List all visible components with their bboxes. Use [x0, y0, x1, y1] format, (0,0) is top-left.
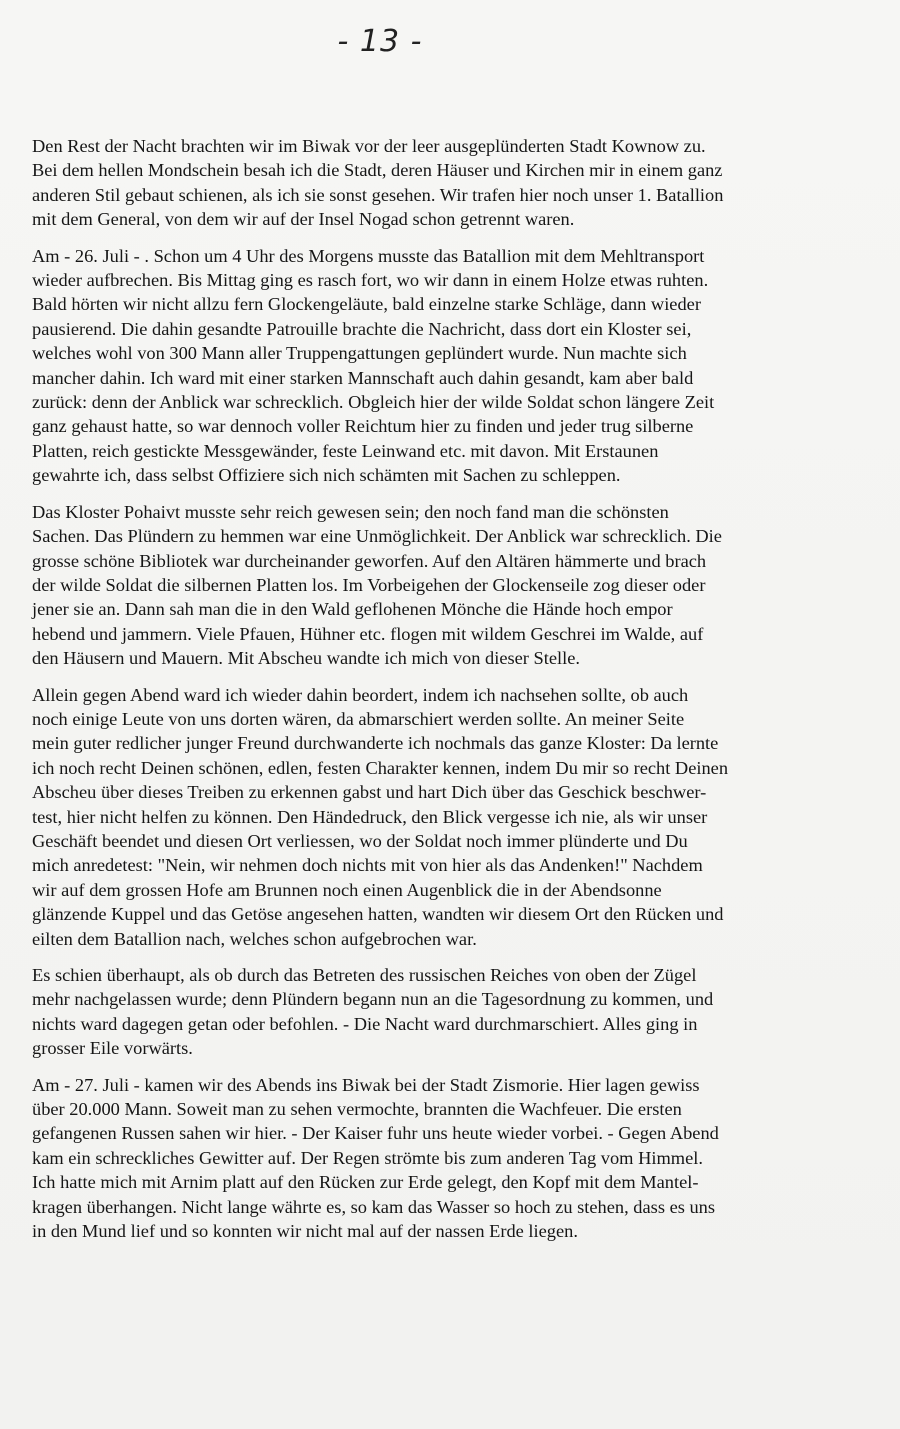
text-line: Den Rest der Nacht brachten wir im Biwak vor der leer ausgeplünderten Stadt Kownow zu. [32, 136, 706, 156]
text-line: gewahrte ich, dass selbst Offiziere sich nich schämten mit Sachen zu schleppen. [32, 465, 621, 486]
text-line: ich noch recht Deinen schönen, edlen, festen Charakter kennen, indem Du mir so recht Deinen [32, 757, 729, 778]
text-line: Bei dem hellen Mondschein besah ich die Stadt, deren Häuser und Kirchen mir in einem ganz [32, 160, 723, 181]
text-line: Sachen. Das Plündern zu hemmen war eine Unmöglichkeit. Der Anblick war schrecklich. Die [32, 526, 722, 547]
text-line: gefangenen Russen sahen wir hier. - Der Kaiser fuhr uns heute wieder vorbei. - Gegen Abend [32, 1123, 719, 1144]
text-line: wir auf dem grossen Hofe am Brunnen noch einen Augenblick die in der Abendsonne [32, 879, 662, 900]
text-line: mancher dahin. Ich ward mit einer starken Mannschaft auch dahin gesandt, kam aber bald [32, 367, 694, 388]
paragraph [32, 683, 892, 951]
text-line: pausierend. Die dahin gesandte Patrouille brachte die Nachricht, dass dort ein Kloster sei, [32, 318, 692, 339]
text-line: nichts ward dagegen getan oder befohlen. - Die Nacht ward durchmarschiert. Alles ging in [32, 1013, 698, 1034]
text-line: hebend und jammern. Viele Pfauen, Hühner etc. flogen mit wildem Geschrei im Walde, auf [32, 623, 704, 644]
text-line: Bald hörten wir nicht allzu fern Glockengeläute, bald einzelne starke Schläge, dann wieder [32, 294, 701, 315]
text-line: Das Kloster Pohaivt musste sehr reich gewesen sein; den noch fand man die schönsten [32, 501, 669, 522]
text-line: Am - 26. Juli - . Schon um 4 Uhr des Morgens musste das Batallion mit dem Mehltransport [32, 245, 705, 266]
page-number: - 13 - [337, 24, 423, 59]
text-line: mein guter redlicher junger Freund durchwanderte ich nochmals das ganze Kloster: Da lernte [32, 733, 719, 754]
text-line: Es schien überhaupt, als ob durch das Betreten des russischen Reiches von oben der Zügel [32, 965, 697, 985]
paragraph [32, 134, 892, 232]
text-line: jener sie an. Dann sah man die in den Wald geflohenen Mönche die Hände hoch empor [32, 599, 673, 620]
text-line: den Häusern und Mauern. Mit Abscheu wandte ich mich von dieser Stelle. [32, 648, 581, 669]
text-line: über 20.000 Mann. Soweit man zu sehen vermochte, brannten die Wachfeuer. Die ersten [32, 1099, 682, 1120]
text-line: mehr nachgelassen wurde; denn Plündern begann nun an die Tagesordnung zu kommen, und [32, 989, 714, 1010]
text-line: der wilde Soldat die silbernen Platten los. Im Vorbeigehen der Glockenseile zog dieser oder [32, 574, 706, 595]
text-line: mich anredetest: "Nein, wir nehmen doch nichts mit von hier als das Andenken!" Nachdem [32, 855, 703, 876]
text-line: anderen Stil gebaut schienen, als ich sie sonst gesehen. Wir trafen hier noch unser 1. Batallion [32, 184, 724, 205]
text-line: grosser Eile vorwärts. [32, 1038, 193, 1059]
document-body [32, 134, 892, 1255]
text-line: noch einige Leute von uns dorten wären, da abmarschiert werden sollte. An meiner Seite [32, 708, 685, 729]
paragraph [32, 244, 892, 488]
text-line: Platten, reich gestickte Messgewänder, feste Leinwand etc. mit davon. Mit Erstaunen [32, 440, 659, 461]
text-line: ganz gehaust hatte, so war dennoch voller Reichtum hier zu finden und jeder trug silberne [32, 416, 694, 437]
text-line: Abscheu über dieses Treiben zu erkennen gabst und hart Dich über das Geschick beschwer- [32, 782, 707, 803]
text-line: glänzende Kuppel und das Getöse angesehen hatten, wandten wir diesem Ort den Rücken und [32, 904, 724, 925]
text-line: Allein gegen Abend ward ich wieder dahin beordert, indem ich nachsehen sollte, ob auch [32, 684, 689, 705]
paragraph [32, 1073, 892, 1244]
text-line: zurück: denn der Anblick war schrecklich. Obgleich hier der wilde Soldat schon längere Zeit [32, 392, 715, 413]
text-line: Ich hatte mich mit Arnim platt auf den Rücken zur Erde gelegt, den Kopf mit dem Mantel- [32, 1172, 699, 1193]
text-line: welches wohl von 300 Mann aller Truppengattungen geplündert wurde. Nun machte sich [32, 343, 687, 364]
paragraph [32, 963, 892, 1061]
text-line: kragen überhangen. Nicht lange währte es, so kam das Wasser so hoch zu stehen, dass es uns [32, 1196, 716, 1217]
text-line: eilten dem Batallion nach, welches schon aufgebrochen war. [32, 928, 477, 949]
text-line: mit dem General, von dem wir auf der Insel Nogad schon getrennt waren. [32, 209, 575, 230]
text-line: grosse schöne Bibliotek war durcheinander geworfen. Auf den Altären hämmerte und brach [32, 550, 707, 571]
text-line: kam ein schreckliches Gewitter auf. Der Regen strömte bis zum anderen Tag vom Himmel. [32, 1147, 703, 1168]
text-line: Am - 27. Juli - kamen wir des Abends ins Biwak bei der Stadt Zismorie. Hier lagen gewiss [32, 1074, 700, 1095]
paragraph [32, 500, 892, 671]
text-line: test, hier nicht helfen zu können. Den Händedruck, den Blick vergesse ich nie, als wir unser [32, 806, 708, 827]
text-line: wieder aufbrechen. Bis Mittag ging es rasch fort, wo wir dann in einem Holze etwas ruhten. [32, 270, 709, 291]
text-line: in den Mund lief und so konnten wir nicht mal auf der nassen Erde liegen. [32, 1221, 578, 1242]
text-line: Geschäft beendet und diesen Ort verliessen, wo der Soldat noch immer plünderte und Du [32, 830, 688, 851]
